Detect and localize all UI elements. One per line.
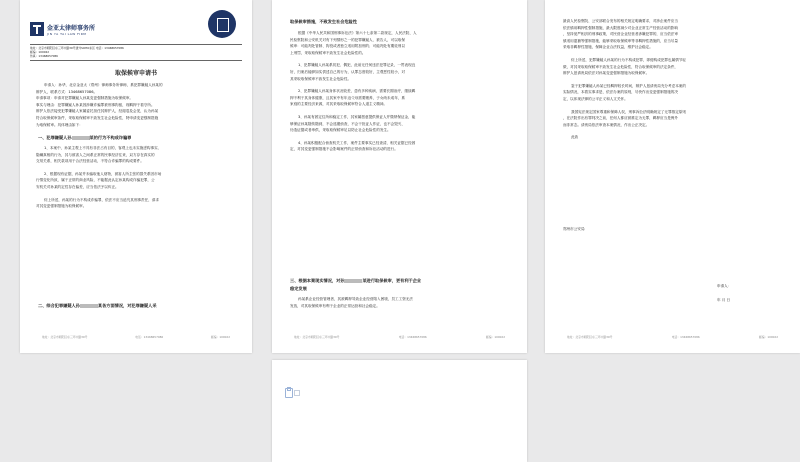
- redaction-mark: [344, 279, 362, 283]
- text-line: 鉴于犯罪嫌疑人孙某已经羁押较长时间，辩护人恳请贵局充分考虑本案的: [571, 83, 686, 88]
- text-line: 事实与理由：犯罪嫌疑人孙某因涉嫌诈骗罪被刑事拘留，现羁押于看守所。: [36, 102, 155, 107]
- page-footer: [567, 334, 778, 341]
- footer-address: 地址：北京市朝阳区东三环中路39号: [294, 335, 340, 340]
- section-3-continued: [563, 18, 786, 141]
- firm-seal-icon: [208, 10, 236, 38]
- text-line: 辩护人依法接受犯罪嫌疑人家属委托担任其辩护人，经阅卷及会见，认为孙某: [36, 109, 159, 114]
- signature-label: 申请人：: [717, 284, 732, 288]
- date-line: 年 月 日: [717, 298, 731, 302]
- footer-phone: 电话：13468657086: [398, 335, 427, 340]
- text-line: 1、犯罪嫌疑人孙某系初犯、偶犯，此前无任何违法犯罪记录，一贯表现良: [298, 63, 416, 68]
- text-line: 上刑罚，采取取保候审不致发生社会危险性的。: [290, 50, 366, 55]
- addressee: 郑州市公安局: [563, 227, 585, 231]
- text-line: 为取保候审。具体理由如下：: [36, 122, 83, 127]
- footer-zip: 邮编：100022: [485, 335, 505, 340]
- text-line: 辩护人恳请贵局依法对孙某变更强制措施为取保候审。: [563, 71, 650, 76]
- text-line: 民检察院和公安机关对有下列情形之一的犯罪嫌疑人、被告人，可以取保: [290, 37, 405, 42]
- text-line: 最高人民检察院、公安部联合发布的相关规定明确要求，对涉企案件应当: [563, 19, 678, 23]
- contact-line: 地址：北京市朝阳区东三环中路39号建外SOHO东区 电话：13468657086: [30, 46, 124, 50]
- header-divider-2: [30, 60, 242, 61]
- text-line: 定，对其变更强制措施不会影响案件的正常侦查和诉讼活动的进行。: [290, 147, 398, 152]
- section-heading-3: 三、根据本案现实情况，对孙 某进行取保候审，更有利于企业: [290, 278, 422, 283]
- text-line: ，在法院作出有罪判决之前，任何人都应被推定为无罪，羁押应当是例外: [563, 116, 678, 121]
- text-line: 安机关对孙某的定性存在偏差，应当依法予以纠正。: [36, 184, 119, 189]
- footer-zip: 邮编：100022: [758, 335, 778, 340]
- text-line: 2、根据现有证据，孙某并未骗取他人财物，被害人所主张的损失系因市场: [44, 171, 162, 176]
- text-line: 押不利于其身体健康，且其家中有年迈父母需要赡养，子女尚未成年，系: [290, 95, 405, 100]
- section-heading-1: 一、犯罪嫌疑人孙 某的行为不构成诈骗罪: [38, 135, 132, 140]
- paste-format-icon[interactable]: [294, 390, 300, 396]
- text-line: 行情变化所致，属于正常的商业风险，不能据此认定孙某构成诈骗犯罪，公: [36, 178, 155, 183]
- text-line: 候审：可能判处管制、拘役或者独立适用附加刑的；可能判处有期徒刑以: [290, 44, 405, 49]
- footer-address: 地址：北京市朝阳区东三环中路39号: [567, 335, 613, 340]
- firm-logo-icon: [30, 22, 44, 36]
- page-footer: [294, 334, 505, 341]
- footer-address: 地址：北京市朝阳区东三环中路39号: [42, 335, 88, 340]
- paste-options-icon[interactable]: [285, 388, 293, 398]
- text-line: 我国宪法规定国家尊重和保障人权，刑事诉讼法明确规定了无罪推定原则: [571, 109, 686, 114]
- text-line: 隐瞒真相的行为，其与被害人之间系正常的民事经济往来，双方存在真实的: [36, 152, 155, 157]
- footer-zip: 邮编：100022: [210, 335, 230, 340]
- text-line: 对其变更强制措施为取保候审。: [36, 204, 87, 209]
- text-line: 4、孙某积极配合侦查机关工作，案件主要事实已经查清，相关证据已经固: [298, 140, 416, 145]
- text-line: 3、孙某有固定住所和稳定工作，其家属愿意提供保证人并缴纳保证金，能: [298, 114, 416, 119]
- text-line: 好，归案后能够如实供述自己的行为，认罪态度较好，主观恶性较小，对: [290, 69, 405, 74]
- text-line: 伪造证据或者串供，采取取保候审足以防止社会危险性的发生。: [290, 128, 391, 133]
- contact-block: [30, 46, 242, 58]
- header-divider: [30, 44, 242, 45]
- section-3-body: [290, 296, 513, 309]
- text-line: 孙某系企业经营管理者，其被羁押导致企业经营陷入困境，员工工资无法: [298, 297, 413, 301]
- text-line: 申请事项：申请对犯罪嫌疑人孙某变更强制措施为取保候审。: [36, 96, 134, 101]
- section-1-body: [36, 145, 240, 210]
- text-line: 采取非羁押性措施，保障企业合法权益，维护社会稳定。: [563, 45, 653, 50]
- text-line: 交易关系，相关款项用于合法经营活动，不符合诈骗罪的构成要件。: [36, 159, 144, 164]
- closing-salutation: 此致: [571, 135, 579, 140]
- section-heading-2: 二、综合犯罪嫌疑人孙 某各方面情况，对犯罪嫌疑人采: [38, 303, 157, 308]
- page-footer: [42, 334, 230, 341]
- text-line: 符合取保候审条件，采取取保候审不致发生社会危险性，特申请变更强制措施: [36, 115, 159, 120]
- text-line: 根据《中华人民共和国刑事诉讼法》第六十七条第二款规定，人民法院、人: [298, 31, 417, 35]
- text-line: 辩护人，联系方式：13468657086。: [36, 89, 98, 94]
- contact-line: 传真：13468657086: [30, 54, 58, 58]
- text-line: 实际情况，本着实事求是、依法办案的原则，尽快作出变更强制措施的决: [563, 90, 678, 95]
- text-line: 综上所述，孙某的行为不构成诈骗罪，依法不应当追究其刑事责任，请求: [44, 197, 159, 202]
- section-2-body: [290, 30, 513, 153]
- text-line: 家庭的主要经济来源，对其采取取保候审符合人道主义精神。: [290, 102, 388, 107]
- footer-phone: 电话：13468657086: [671, 335, 700, 340]
- text-line: 申请人：孙华，北京金亚太（郑州）律师事务所律师，系犯罪嫌疑人孙某的: [44, 83, 163, 87]
- text-line: 够保证孙某随传随到，不会逃避侦查，不会干扰证人作证，也不会毁灭、: [290, 121, 405, 126]
- redaction-mark: [80, 304, 98, 308]
- intro-paragraph: [36, 82, 240, 128]
- text-line: ，坚持宽严相济的刑事政策，对民营企业经营者涉嫌犯罪的，应当依法审: [563, 32, 678, 37]
- section-heading-2-cont: 取保候审措施，不致发生社会危险性: [290, 19, 358, 24]
- document-title: 取保候审申请书: [114, 70, 157, 77]
- text-line: 其采取取保候审不致发生社会危险性。: [290, 76, 352, 81]
- firm-name-cn: 金亚太律师事务所: [47, 25, 96, 32]
- document-page-3: [545, 0, 800, 353]
- text-line: 而非常态。请贵局依法审查本案情况，作出公正决定。: [563, 122, 650, 127]
- text-line: 慎适用逮捕等强制措施，能够采取取保候审等非羁押性措施的，应当尽量: [563, 38, 678, 43]
- document-page-4: [272, 360, 527, 462]
- text-line: 综上所述，犯罪嫌疑人孙某的行为不构成犯罪，即便构成犯罪也属情节轻: [571, 57, 686, 62]
- firm-name-en: JIN YA TAI LAW FIRM: [47, 32, 87, 36]
- redaction-mark: [72, 136, 90, 140]
- text-line: 依法慎用羁押性强制措施，最大限度减少对企业正常生产经营活动的影响: [563, 25, 678, 30]
- text-line: 2、犯罪嫌疑人孙某身体状况较差，患有多种疾病，需要长期治疗，继续羁: [298, 89, 416, 94]
- document-page-2: [272, 0, 527, 353]
- text-line: 微，对其采取取保候审不致发生社会危险性，符合取保候审的法定条件，: [563, 64, 678, 69]
- section-heading-3-line2: 稳定发展: [290, 286, 307, 291]
- text-line: 发放，对其取保候审有利于企业的正常运营和社会稳定。: [290, 303, 380, 308]
- text-line: 1、本案中，孙某主观上不具有非法占有目的，客观上也未实施虚构事实、: [44, 146, 162, 150]
- contact-line: 邮编：100022: [30, 50, 50, 54]
- document-page-1: [20, 0, 252, 353]
- text-line: 定，以体现法律的公平正义和人文关怀。: [563, 96, 628, 101]
- footer-phone: 电话：13468657086: [135, 335, 164, 340]
